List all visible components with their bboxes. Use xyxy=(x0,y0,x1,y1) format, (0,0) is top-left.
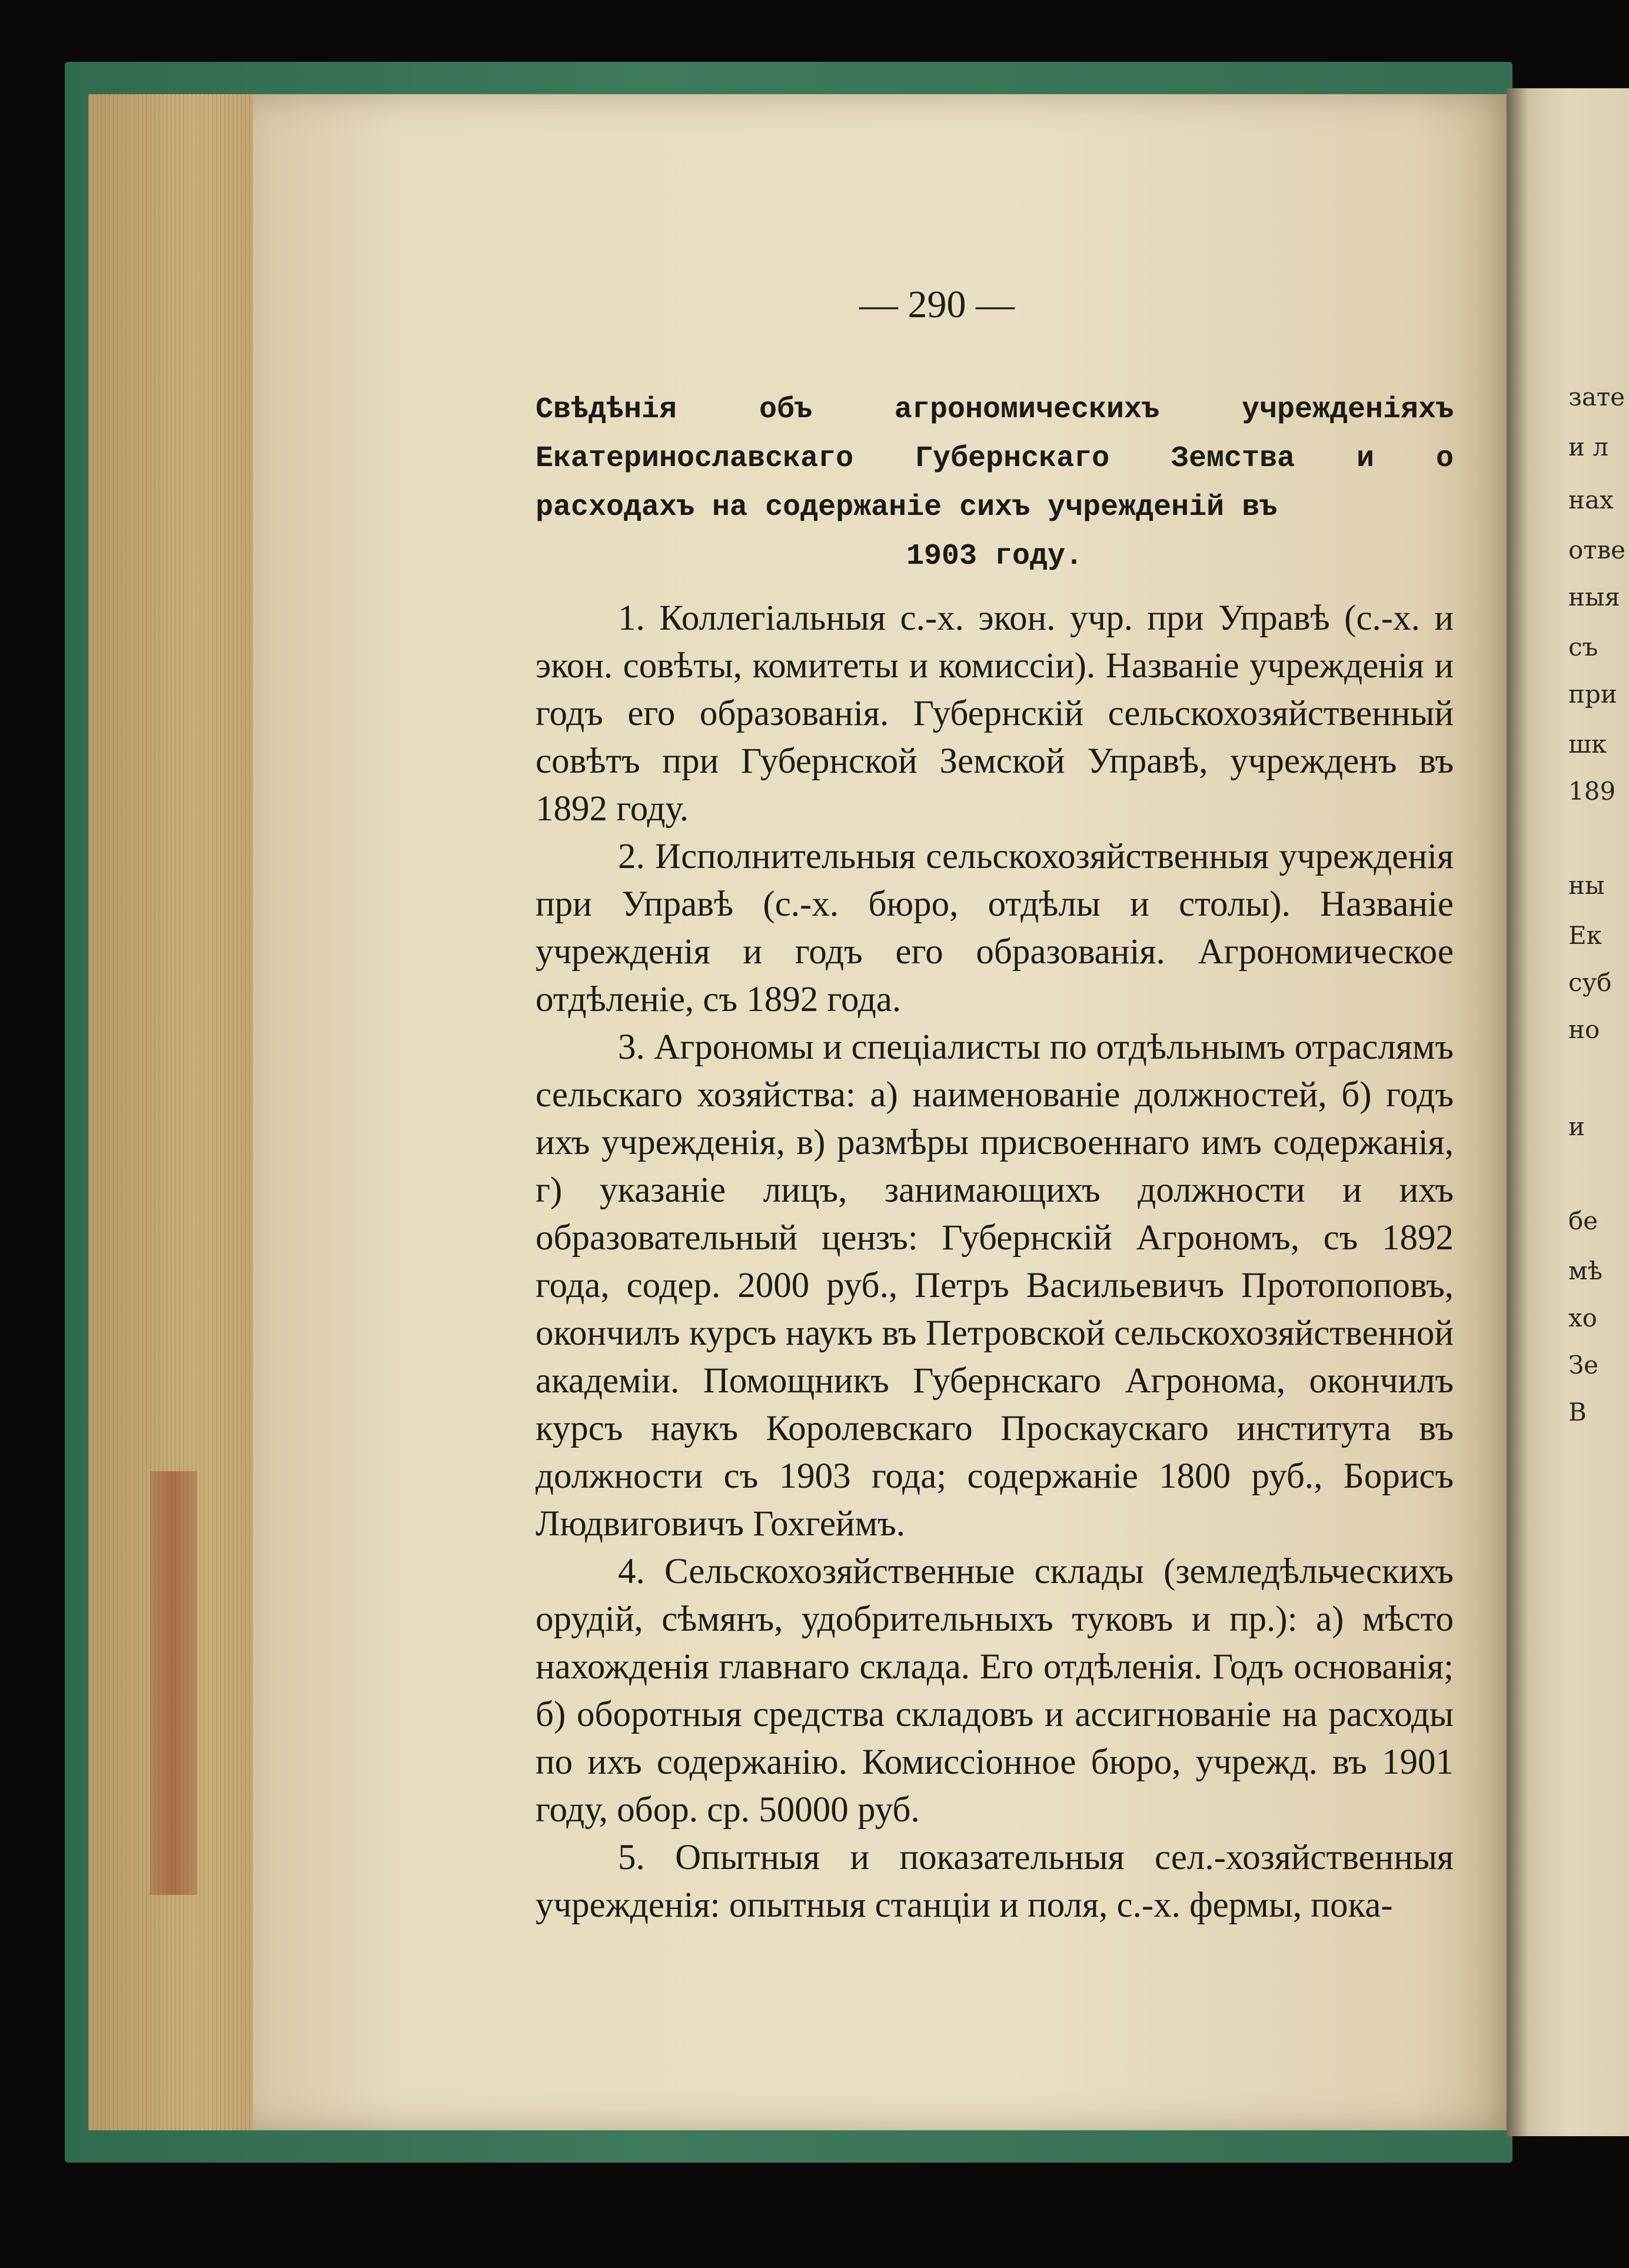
next-page-fragment: 189 xyxy=(1568,777,1616,806)
next-page-fragment: отве xyxy=(1568,536,1626,564)
paragraph-4: 4. Сельскохозяйственные склады (земледѣльческихъ орудій, сѣмянъ, удобрительныхъ туковъ и пр.): а) мѣсто нахожденія главнаго склада. Его отдѣленія. Годъ основанія; б) оборотныя средства складовъ и ассигнованіе на расходы по ихъ содержанію. Комиссіонное бюро, учрежд. въ 1901 году, обор. ср. 50000 руб. xyxy=(536,1552,1454,1830)
page-number: — 290 — xyxy=(859,283,1015,326)
section-title-last-line: 1903 году. xyxy=(906,540,1083,573)
paragraph-1: 1. Коллегіальныя с.-х. экон. учр. при Управѣ (с.-х. и экон. совѣты, комитеты и комиссіи). Названіе учрежденія и годъ его образованія. Губернскій сельскохозяйственный совѣтъ при Губернской Земской Управѣ, учрежденъ въ 1892 году. xyxy=(536,598,1454,829)
next-page-fragment: хо xyxy=(1568,1303,1597,1332)
next-page-fragment: ныя xyxy=(1568,583,1620,611)
next-page-fragment: мѣ xyxy=(1568,1256,1603,1285)
next-page-fragment: съ xyxy=(1568,633,1598,661)
next-page-fragment: ны xyxy=(1568,871,1605,900)
section-title-text: Свѣдѣнія объ агрономическихъ учрежденіяхъ Екатеринославскаго Губернскаго Земства и о расходахъ на содержаніе сихъ учрежденій въ xyxy=(536,393,1454,524)
paragraph-2: 2. Исполнительныя сельскохозяйственныя учрежденія при Управѣ (с.-х. бюро, отдѣлы и столы). Названіе учрежденія и годъ его образованія. Агрономическое отдѣленіе, съ 1892 года. xyxy=(536,837,1454,1019)
next-page-fragment: и xyxy=(1568,1112,1585,1141)
section-title xyxy=(536,385,1454,581)
stain xyxy=(150,1471,197,1895)
next-page-fragment: Ек xyxy=(1568,921,1602,950)
next-page-fragment: при xyxy=(1568,680,1617,709)
next-page-fragment: и л xyxy=(1568,433,1609,461)
next-page-fragment: бе xyxy=(1568,1206,1598,1235)
next-page-fragment: нах xyxy=(1568,485,1614,514)
next-page-fragment: суб xyxy=(1568,968,1612,997)
paragraph-3: 3. Агрономы и спеціалисты по отдѣльнымъ отраслямъ сельскаго хозяйства: а) наименованіе должностей, б) годъ ихъ учрежденія, в) размѣры присвоеннаго имъ содержанія, г) указаніе лицъ, занимающихъ должности и ихъ образовательный цензъ: Губернскій Агрономъ, съ 1892 года, содер. 2000 руб., Петръ Васильевичъ Протопоповъ, окончилъ курсъ наукъ въ Петровской сельскохозяйственной академіи. Помощникъ Губернскаго Агронома, окончилъ курсъ наукъ Королевскаго Проскаускаго института въ должности съ 1903 года; содержаніе 1800 руб., Борисъ Людвиговичъ Гохгеймъ. xyxy=(536,1027,1454,1544)
next-page-fragment: В xyxy=(1568,1398,1587,1426)
next-page-fragment: шк xyxy=(1568,730,1607,759)
paragraph-5: 5. Опытныя и показательныя сел.-хозяйственныя учрежденія: опытныя станціи и поля, с.-х. фермы, пока- xyxy=(536,1838,1454,1925)
page-body xyxy=(536,594,1454,1929)
next-page-fragment: но xyxy=(1568,1015,1600,1044)
next-page-fragment: зате xyxy=(1568,383,1625,411)
next-page-fragment: Зе xyxy=(1568,1351,1599,1379)
